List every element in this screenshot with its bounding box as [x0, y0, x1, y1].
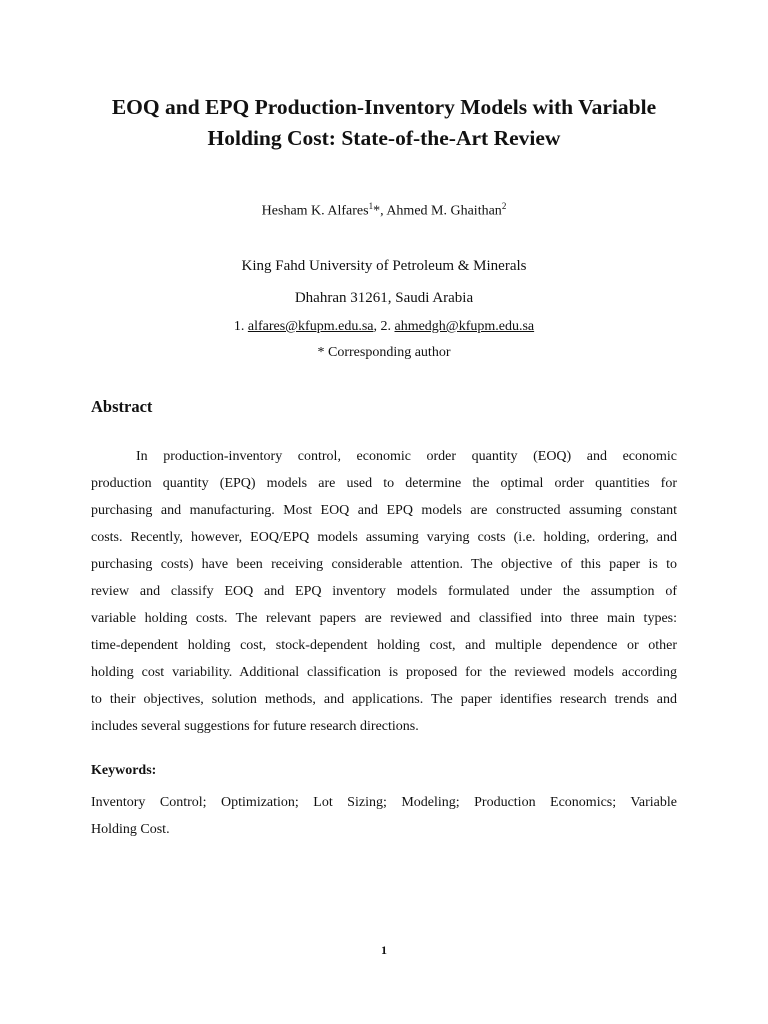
- keywords-line: Inventory Control; Optimization; Lot Sizing; Modeling; Production Economics; Variable: [91, 795, 677, 810]
- abstract-line: In production-inventory control, economic order quantity (EOQ) and economic: [136, 449, 677, 464]
- abstract-line: production quantity (EPQ) models are used to determine the optimal order quantities for: [91, 476, 677, 491]
- abstract-line: to their objectives, solution methods, and applications. The paper identifies research trends and: [91, 692, 677, 707]
- keywords-line: Holding Cost.: [91, 822, 170, 837]
- email-prefix: , 2.: [373, 319, 395, 334]
- affiliation-line: King Fahd University of Petroleum & Minerals: [241, 258, 527, 274]
- keywords-body: [91, 789, 677, 843]
- title-line: EOQ and EPQ Production-Inventory Models with Variable: [111, 95, 657, 119]
- corresponding-author-note: * Corresponding author: [317, 345, 451, 360]
- abstract-line: includes several suggestions for future research directions.: [91, 719, 419, 734]
- abstract-line: holding cost variability. Additional classification is proposed for the reviewed models according: [91, 665, 677, 680]
- abstract-line: costs. Recently, however, EOQ/EPQ models assuming varying costs (i.e. holding, ordering, and: [91, 530, 677, 545]
- affiliation-line: Dhahran 31261, Saudi Arabia: [294, 290, 474, 306]
- author-name: Hesham K. Alfares: [261, 203, 369, 219]
- title-line: Holding Cost: State-of-the-Art Review: [207, 126, 561, 150]
- page-number: 1: [381, 943, 387, 957]
- author-name: , Ahmed M. Ghaithan: [380, 203, 502, 219]
- paper-title: [60, 92, 708, 154]
- email-link[interactable]: ahmedgh@kfupm.edu.sa: [394, 319, 535, 334]
- email-line: [60, 319, 708, 335]
- abstract-heading: Abstract: [91, 397, 153, 416]
- abstract-line: purchasing costs) have been receiving considerable attention. The objective of this paper is to: [91, 557, 677, 572]
- abstract-body: [91, 443, 677, 740]
- author-list: [60, 201, 708, 220]
- email-prefix: 1.: [233, 319, 248, 334]
- email-link[interactable]: alfares@kfupm.edu.sa: [247, 319, 374, 334]
- author-affiliation-marker: 2: [501, 201, 507, 211]
- abstract-line: review and classify EOQ and EPQ inventory models formulated under the assumption of: [91, 584, 677, 599]
- author-affiliation-marker: 1: [368, 201, 374, 211]
- abstract-line: time-dependent holding cost, stock-dependent holding cost, and multiple dependence or other: [91, 638, 677, 653]
- abstract-line: variable holding costs. The relevant papers are reviewed and classified into three main types:: [91, 611, 677, 626]
- abstract-line: purchasing and manufacturing. Most EOQ and EPQ models are constructed assuming constant: [91, 503, 677, 518]
- corresponding-marker: *: [373, 203, 381, 219]
- keywords-heading: Keywords:: [91, 763, 157, 778]
